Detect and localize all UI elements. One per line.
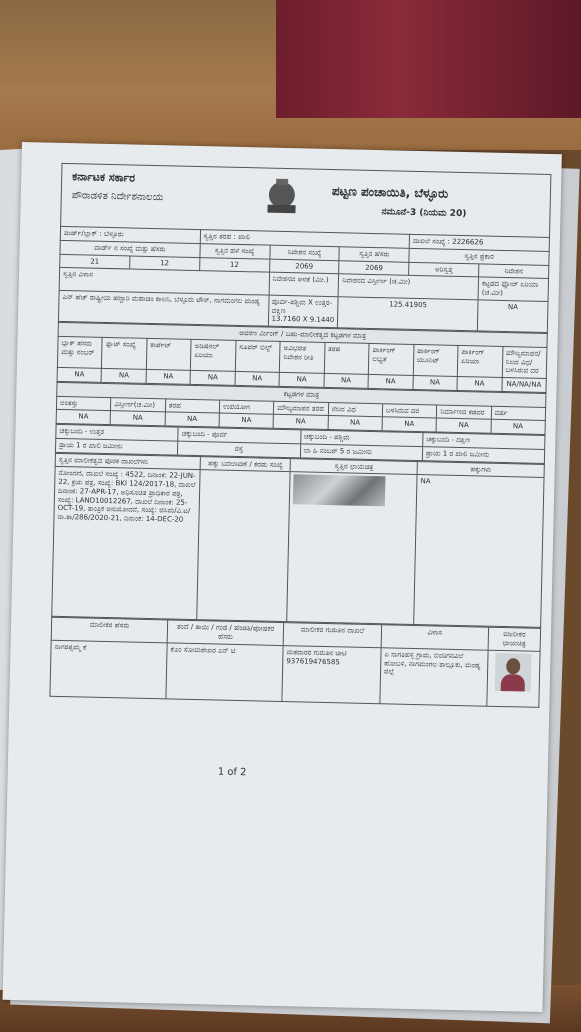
building-header: ಫ್ಲಾಟ್ ಸಂಖ್ಯೆ bbox=[102, 337, 147, 369]
owner-photo-head bbox=[506, 658, 520, 674]
ids-value: ನಿವೇಶನ bbox=[479, 263, 549, 278]
ward-cell: ವಾರ್ಡ್/ಬ್ಲಾಕ್ : ಬೆಳ್ಳೂರು bbox=[60, 226, 200, 243]
state-emblem-icon bbox=[261, 174, 302, 219]
built-area-label: ಕಟ್ಟಡದ ಫ್ಲೋರ್ ಏರಿಯಾ (ಚ.ಮೀ) bbox=[478, 277, 548, 301]
owner-name: ನಾಗರತ್ನಮ್ಮ ಕೆ bbox=[50, 640, 167, 699]
area-label: ನಿವೇಶನದ ಅಳತೆ (ಮೀ.) bbox=[269, 272, 339, 296]
site-area-label: ನಿವೇಶನದ ವಿಸ್ತೀರ್ಣ (ಚ.ಮೀ) bbox=[338, 274, 478, 300]
building-header: ಅಡಿಷನಲ್ ಏರಿಯಾ bbox=[191, 339, 236, 371]
address-label: ಸ್ವತ್ತಿನ ವಿಳಾಸ bbox=[59, 268, 269, 295]
ids-value: 2069 bbox=[339, 260, 409, 275]
built-area-value: NA bbox=[477, 300, 548, 333]
deed-header: ಹಕ್ಕುಗಳು bbox=[417, 461, 544, 478]
building-value: NA bbox=[413, 375, 458, 390]
owner-photo-body bbox=[501, 674, 525, 692]
ids-value: 12 bbox=[199, 257, 269, 272]
ids-header: ಸ್ವತ್ತಿನ ಪ್ರಕಾರ bbox=[409, 248, 549, 265]
dimensions-cell bbox=[268, 295, 339, 328]
owner-photo bbox=[495, 653, 532, 692]
page-number: 1 of 2 bbox=[217, 766, 247, 779]
certificate-content bbox=[49, 163, 551, 708]
owner-header: ಮಾಲೀಕರ ಹೆಸರು bbox=[51, 618, 168, 643]
floor-band: ಕಟ್ಟಡಗಳ ಮಾತ್ರ bbox=[57, 382, 546, 407]
building-value: NA bbox=[324, 373, 369, 388]
building-value: NA/NA/NA bbox=[502, 377, 547, 392]
government-name: ಕರ್ನಾಟಕ ಸರ್ಕಾರ bbox=[72, 170, 136, 185]
floor-header: ಅಂತಸ್ತು bbox=[56, 396, 111, 411]
floor-header: ಮೌಲ್ಯಮಾಪನ ತರಹ bbox=[274, 401, 329, 416]
ids-value: 21 bbox=[60, 254, 130, 269]
building-header: ಪಾರ್ಕಿಂಗ್ ಏರಿಯಾ bbox=[457, 345, 502, 377]
boundary-dir: ಚಕ್ಕುಬಂದಿ - ಉತ್ತರ bbox=[56, 424, 179, 441]
owner-header: ಮಾಲೀಕರ ಛಾಯಚಿತ್ರ bbox=[488, 627, 541, 651]
floor-value: NA bbox=[436, 418, 491, 433]
ids-value: ಅರಿಸ್ವತ್ತ bbox=[409, 262, 479, 277]
property-photo bbox=[293, 475, 386, 507]
ids-header: ಸ್ವತ್ತಿನ ಹಳೆ ಸಂಖ್ಯೆ bbox=[200, 243, 270, 258]
owner-relation: ಕೊಂ ಸೋಮಶೇಖರ ಎನ್ ಟಿ bbox=[166, 643, 283, 702]
table-row bbox=[52, 467, 544, 628]
building-band: ಆವರಣ ರ್ಮಿಂಗ್ / ಬಹು-ಮಾಲೀಕತ್ವದ ಕಟ್ಟಡಗಳ ಮಾತ್ರ bbox=[58, 322, 547, 347]
building-value: NA bbox=[57, 367, 102, 382]
building-value: NA bbox=[279, 372, 324, 387]
boundary-value: ರಸ್ತೆ bbox=[178, 441, 301, 458]
mutation-number bbox=[197, 470, 290, 622]
building-header: ಪಾರ್ಕಿಂಗ್ ಲಭ್ಯತೆ bbox=[368, 343, 413, 375]
rights-value: NA bbox=[414, 475, 544, 628]
ids-value: 12 bbox=[129, 255, 199, 270]
floor-value: NA bbox=[491, 419, 546, 434]
table-row bbox=[50, 640, 540, 707]
floor-value: NA bbox=[328, 416, 383, 431]
ids-header: ವಾರ್ಡ್ ನ ಸಂಖ್ಯೆ ಮತ್ತು ಹೆಸರು bbox=[60, 240, 200, 257]
site-area-value: 125.41905 bbox=[338, 296, 478, 330]
building-table bbox=[57, 322, 548, 393]
floor-header: ಉಪಯೋಗ bbox=[219, 400, 274, 415]
deed-header: ಸ್ವತ್ತಿನ ಛಾಯಚಿತ್ರ bbox=[290, 458, 417, 475]
department-name: ಪೌರಾಡಳಿತ ನಿರ್ದೇಶನಾಲಯ bbox=[71, 190, 164, 204]
floor-header: ತರಹ bbox=[165, 398, 220, 413]
floor-value: NA bbox=[382, 417, 437, 432]
ids-value: 2069 bbox=[269, 259, 339, 274]
property-photo-cell bbox=[287, 472, 417, 625]
floor-value: NA bbox=[110, 411, 165, 426]
owner-header: ಮಾಲೀಕರ ಗುರುತಿನ ದಾಖಲೆ bbox=[283, 623, 381, 648]
building-value: NA bbox=[457, 376, 502, 391]
ids-header: ನಿವೇಶನ ಸಂಖ್ಯೆ bbox=[269, 245, 339, 260]
floor-header: ನೆಲದ ವಿಧ bbox=[328, 402, 383, 417]
office-name: ಪಟ್ಟಣ ಪಂಚಾಯಿತಿ, ಬೆಳ್ಳೂರು bbox=[331, 184, 449, 201]
floor-header: ಬಳಸಿರುವ ದರ bbox=[382, 403, 437, 418]
building-value: NA bbox=[235, 371, 280, 386]
building-header: ಅವಿಭಜಿತ ನಿವೇಶನ ರೀತಿ bbox=[280, 341, 325, 373]
owner-id: ಮತದಾರರ ಗುರುತಿನ ಚೀಟಿ 937619476585 bbox=[282, 645, 381, 703]
ids-header: ಸ್ವತ್ತಿನ ಹೆಸರು bbox=[339, 246, 409, 261]
dimensions-value: 13.7160 X 9.1440 bbox=[271, 314, 335, 325]
address-text: ಎನ್ ಹೆಚ್ ರಾಷ್ಟ್ರೀಯ ಹೆದ್ದಾರಿ ಮಹಾಚಿಂ ಕಾಲನಿ, ಬೆಳ್ಳೂರು ಟೌನ್, ನಾಗಮಂಗಲ ಮಂಡ್ಯ bbox=[58, 290, 268, 326]
deed-documents-text: ನೋಂದಣಿ, ದಾಖಲೆ ಸಂಖ್ಯೆ : 4522, ದಿನಾಂಕ: 22-JUN-22, ಕ್ರಯ ಪತ್ರ, ಸಂಖ್ಯೆ: BKI 124/2017-18, ದಾಖಲೆ ದಿನಾಂಕ: 27-APR-17, ಅಧಿಸೂಚಿತ ಪ್ರಾಧಿಕಾರ ಪತ್ರ, ಸಂಖ್ಯೆ: LAND10012267, ದಾಖಲೆ ದಿನಾಂಕ: 25-OCT-19, ತಾಂತ್ರಿಕ ಅನುಮೋದನೆ, ಸಂಖ್ಯೆ: ಜಿಸಿಮ/ವಿ.ಟ/ನಾ.ತಾ/286/2020-21, ದಿನಾಂಕ: 14-DEC-20 bbox=[52, 467, 201, 620]
building-value: NA bbox=[368, 374, 413, 389]
floor-value: NA bbox=[273, 415, 328, 430]
building-value: NA bbox=[102, 368, 147, 383]
property-type-cell: ಸ್ವತ್ತಿನ ತರಹ : ಖಾಲಿ bbox=[200, 230, 410, 249]
floor-header: ನಿರ್ಮಾಣದ ಕಡವರ bbox=[437, 404, 492, 419]
boundary-dir: ಚಕ್ಕುಬಂದಿ - ಪೂರ್ವ bbox=[178, 427, 301, 444]
owner-header: ವಿಳಾಸ bbox=[381, 625, 488, 650]
building-value: NA bbox=[146, 369, 191, 384]
doc-number-cell: ದಾಖಲೆ ಸಂಖ್ಯೆ : 2226626 bbox=[409, 234, 549, 251]
building-header: ಬ್ಲಾಕ್ ಹೆಸರು ಮತ್ತು ನಂಬರ್ bbox=[57, 336, 102, 368]
floor-value: NA bbox=[219, 413, 274, 428]
form-name: ನಮೂನೆ-3 (ನಿಯಮ 20) bbox=[381, 207, 467, 220]
floor-header: ವಿಸ್ತೀರ್ಣ(ಚ.ಮೀ) bbox=[111, 397, 166, 412]
owner-table bbox=[49, 617, 541, 708]
boundary-value: ಲಾ ಹಿ ನಂಬರ್ 5 ರ ಜಮೀನು bbox=[300, 444, 423, 461]
deed-header: ಹಕ್ಕು ಬದಲಾವಣೆ / ಕರಡು ಸಂಖ್ಯೆ bbox=[200, 456, 290, 472]
building-header: ಕಾರ್ಪೆಟ್ bbox=[146, 338, 191, 370]
building-header: ಸೂಪರ್ ಬಿಲ್ಟ್ bbox=[235, 340, 280, 372]
boundary-value: ಡ್ರಾಯ 1 ರ ಖಾಲಿ ಜಮೀನು bbox=[55, 438, 178, 455]
background-curtain bbox=[276, 0, 581, 118]
deed-header: ಸ್ವತ್ತಿನ ಮಾಲೀಕತ್ವದ ಪೂರಕ ದಾಖಲೆಗಳು bbox=[55, 453, 201, 470]
floor-value: NA bbox=[165, 412, 220, 427]
building-header: ಪಾರ್ಕಿಂಗ್ ಯೂನಿಟ್ bbox=[413, 344, 458, 376]
certificate-header bbox=[60, 163, 551, 237]
boundary-dir: ಚಕ್ಕುಬಂದಿ - ಪಶ್ಚಿಮ bbox=[300, 430, 423, 447]
boundary-value: ಡ್ರಾಯ 1 ರ ಖಾಲಿ ಜಮೀನು bbox=[422, 446, 545, 463]
owner-header: ತಂದೆ / ತಾಯಿ / ಗಂಡ / ಹೆಂಡತಿ/ಪೋಷಕರ ಹೆಸರು bbox=[167, 620, 284, 645]
boundary-dir: ಚಕ್ಕುಬಂದಿ - ದಕ್ಷಿಣ bbox=[422, 433, 545, 450]
owner-photo-cell bbox=[487, 650, 540, 707]
dimensions-text: ಪೂರ್ವ-ಪಶ್ಚಿಮ X ಉತ್ತರ-ದಕ್ಷಿಣ bbox=[271, 297, 333, 315]
floor-header: ವರ್ಷ bbox=[491, 406, 546, 421]
property-id-table bbox=[58, 226, 550, 333]
building-value: NA bbox=[190, 370, 235, 385]
building-header: ಮೌಲ್ಯಮಾಪನ/ನಿಲದ ವಿಧ/ಬಳಸಿರುವ ದರ bbox=[502, 346, 547, 378]
floor-value: NA bbox=[56, 410, 111, 425]
building-header: ತರಹ bbox=[324, 342, 369, 374]
owner-address: ಎ ನಾಗತಿಹಳ್ಳಿ ಗ್ರಾಮ, ಬಿಂಡಿಗನವಿಲೆ ಹೋಬಳಿ, ನಾಗಮಂಗಲ ತಾಲ್ಲೂಕು, ಮಂಡ್ಯ ಜಿಲ್ಲೆ bbox=[380, 648, 488, 706]
deed-table bbox=[51, 452, 545, 628]
property-certificate-page bbox=[3, 142, 562, 1012]
